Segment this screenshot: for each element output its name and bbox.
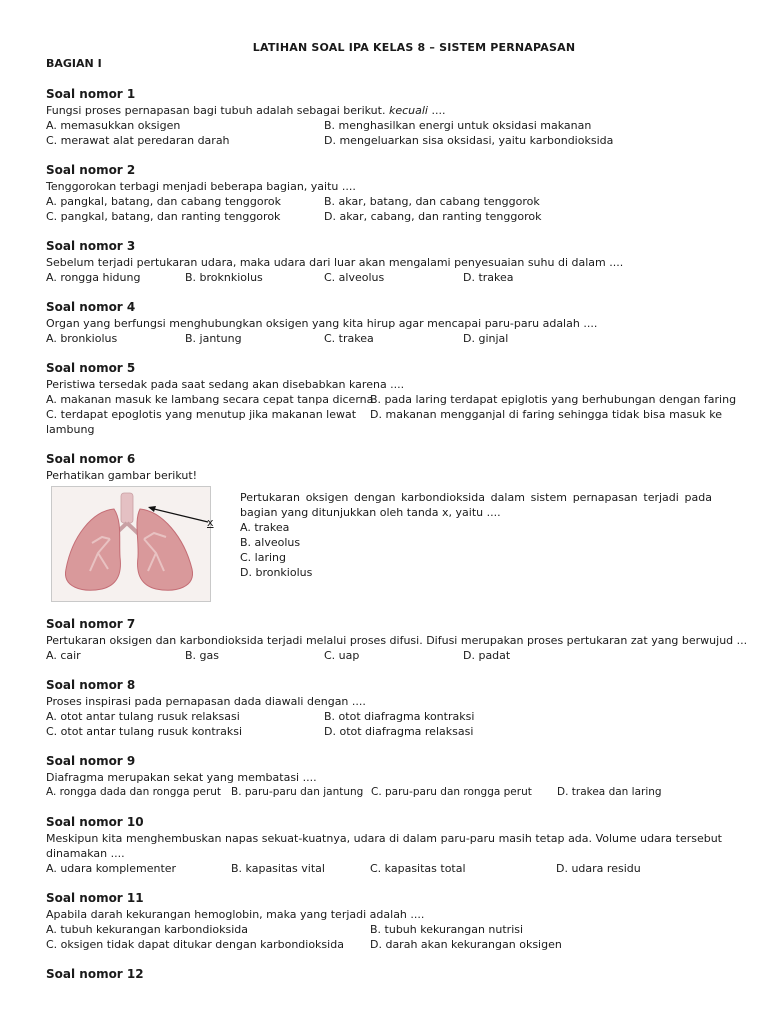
question-7-heading: Soal nomor 7: [46, 617, 136, 631]
option-d[interactable]: D. padat: [463, 649, 511, 662]
question-6: [46, 452, 722, 604]
option-d[interactable]: D. darah akan kekurangan oksigen: [370, 938, 562, 951]
option-b[interactable]: B. paru-paru dan jantung: [231, 786, 364, 798]
question-11-options-row-1: [46, 922, 722, 937]
option-a[interactable]: A. tubuh kekurangan karbondioksida: [46, 923, 248, 936]
option-b[interactable]: B. otot diafragma kontraksi: [324, 710, 475, 723]
question-9: [46, 754, 722, 800]
question-7: [46, 617, 748, 663]
option-b[interactable]: B. jantung: [185, 332, 242, 345]
option-d[interactable]: D. ginjal: [463, 332, 509, 345]
option-c[interactable]: C. otot antar tulang rusuk kontraksi: [46, 725, 243, 738]
option-c[interactable]: C. pangkal, batang, dan ranting tenggorok: [46, 210, 281, 223]
option-a[interactable]: A. udara komplementer: [46, 862, 177, 875]
question-1-options-row-2: [46, 133, 722, 148]
question-2-options-row-1: [46, 194, 722, 209]
question-6-question-text: Pertukaran oksigen dengan karbondioksida dalam sistem pernapasan terjadi pada bagian yang ditunjukkan oleh tanda x, yaitu ....: [240, 491, 712, 519]
option-b[interactable]: B. broknkiolus: [185, 271, 263, 284]
option-c[interactable]: C. terdapat epoglotis yang menutup jika makanan lewat: [46, 408, 357, 421]
question-4: [46, 300, 722, 346]
question-3-text: Sebelum terjadi pertukaran udara, maka udara dari luar akan mengalami penyesuaian suhu di dalam ....: [46, 256, 624, 269]
question-1-except: kecuali: [388, 104, 428, 117]
option-c[interactable]: C. uap: [324, 649, 360, 662]
option-a[interactable]: A. cair: [46, 649, 81, 662]
option-d[interactable]: D. otot diafragma relaksasi: [324, 725, 474, 738]
worksheet-title: LATIHAN SOAL IPA KELAS 8 – SISTEM PERNAPASAN: [252, 41, 576, 54]
option-d[interactable]: D. udara residu: [556, 862, 641, 875]
question-10-options: [46, 861, 722, 876]
option-a[interactable]: A. trakea: [240, 521, 290, 534]
option-d-continued: lambung: [46, 423, 95, 436]
question-11-heading: Soal nomor 11: [46, 891, 144, 905]
question-1-text: Fungsi proses pernapasan bagi tubuh adalah sebagai berikut. kecuali ....: [46, 104, 446, 117]
question-2-options-row-2: [46, 209, 722, 224]
question-11: [46, 891, 722, 952]
option-a[interactable]: A. makanan masuk ke lambang secara cepat tanpa dicerna: [46, 393, 374, 406]
trachea-shape: [121, 493, 133, 523]
question-5-heading: Soal nomor 5: [46, 361, 136, 375]
option-b[interactable]: B. gas: [185, 649, 219, 662]
question-5-options-row-2: [46, 407, 722, 422]
question-9-options: [46, 785, 722, 800]
question-11-text: Apabila darah kekurangan hemoglobin, maka yang terjadi adalah ....: [46, 908, 425, 921]
option-c[interactable]: C. laring: [240, 551, 287, 564]
question-10: [46, 815, 722, 876]
question-3-options: [46, 270, 722, 285]
option-d[interactable]: D. makanan mengganjal di faring sehingga tidak bisa masuk ke: [370, 408, 722, 421]
option-a[interactable]: A. rongga dada dan rongga perut: [46, 786, 222, 798]
option-c[interactable]: C. trakea: [324, 332, 374, 345]
question-6-heading: Soal nomor 6: [46, 452, 136, 466]
question-6-figure-block: [46, 486, 722, 604]
option-a[interactable]: A. pangkal, batang, dan cabang tenggorok: [46, 195, 281, 208]
option-c[interactable]: C. alveolus: [324, 271, 385, 284]
question-11-options-row-2: [46, 937, 722, 952]
question-4-text: Organ yang berfungsi menghubungkan oksigen yang kita hirup agar mencapai paru-paru adalah ....: [46, 317, 598, 330]
worksheet-page: [46, 40, 748, 998]
question-12-heading: Soal nomor 12: [46, 967, 144, 981]
option-d[interactable]: D. mengeluarkan sisa oksidasi, yaitu karbondioksida: [324, 134, 614, 147]
question-8-heading: Soal nomor 8: [46, 678, 136, 692]
question-6-prompt: [240, 490, 712, 580]
question-5-text: Peristiwa tersedak pada saat sedang akan disebabkan karena ....: [46, 378, 405, 391]
option-a[interactable]: A. rongga hidung: [46, 271, 141, 284]
question-4-heading: Soal nomor 4: [46, 300, 136, 314]
option-b[interactable]: B. alveolus: [240, 536, 301, 549]
question-1-options-row-1: [46, 118, 722, 133]
question-8-options-row-2: [46, 724, 722, 739]
x-marker-label: x: [207, 516, 214, 529]
question-5: [46, 361, 737, 437]
option-c[interactable]: C. oksigen tidak dapat ditukar dengan karbondioksida: [46, 938, 344, 951]
question-8-text: Proses inspirasi pada pernapasan dada diawali dengan ....: [46, 695, 366, 708]
question-3-heading: Soal nomor 3: [46, 239, 136, 253]
option-b[interactable]: B. tubuh kekurangan nutrisi: [370, 923, 524, 936]
question-1-heading: Soal nomor 1: [46, 87, 136, 101]
option-a[interactable]: A. otot antar tulang rusuk relaksasi: [46, 710, 240, 723]
option-a[interactable]: A. bronkiolus: [46, 332, 118, 345]
question-12: [46, 967, 722, 983]
lungs-diagram-image: [51, 486, 211, 602]
option-b[interactable]: B. kapasitas vital: [231, 862, 325, 875]
option-b[interactable]: B. pada laring terdapat epiglotis yang berhubungan dengan faring: [370, 393, 737, 406]
option-d[interactable]: D. trakea dan laring: [557, 786, 662, 798]
question-10-heading: Soal nomor 10: [46, 815, 144, 829]
question-7-options: [46, 648, 722, 663]
question-5-options-row-1: [46, 392, 737, 407]
question-8: [46, 678, 722, 739]
question-4-options: [46, 331, 722, 346]
option-b[interactable]: B. akar, batang, dan cabang tenggorok: [324, 195, 540, 208]
option-d[interactable]: D. akar, cabang, dan ranting tenggorok: [324, 210, 542, 223]
question-2: [46, 163, 722, 224]
option-d[interactable]: D. bronkiolus: [240, 566, 313, 579]
question-1: [46, 87, 722, 148]
question-10-text: Meskipun kita menghembuskan napas sekuat-kuatnya, udara di dalam paru-paru masih tetap ada. Volume udara tersebut dinamakan ....: [46, 832, 722, 860]
question-8-options-row-1: [46, 709, 722, 724]
option-d[interactable]: D. trakea: [463, 271, 514, 284]
question-9-heading: Soal nomor 9: [46, 754, 136, 768]
option-b[interactable]: B. menghasilkan energi untuk oksidasi makanan: [324, 119, 592, 132]
option-c[interactable]: C. paru-paru dan rongga perut: [371, 786, 532, 798]
option-c[interactable]: C. kapasitas total: [370, 862, 466, 875]
question-2-text: Tenggorokan terbagi menjadi beberapa bagian, yaitu ....: [46, 180, 356, 193]
question-2-heading: Soal nomor 2: [46, 163, 136, 177]
option-c[interactable]: C. merawat alat peredaran darah: [46, 134, 230, 147]
section-heading: BAGIAN I: [46, 57, 102, 70]
question-9-text: Diafragma merupakan sekat yang membatasi ....: [46, 771, 317, 784]
question-7-text: Pertukaran oksigen dan karbondioksida terjadi melalui proses difusi. Difusi merupakan proses pertukaran zat yang berwujud ...: [46, 634, 748, 647]
question-6-options: [240, 520, 712, 580]
option-a[interactable]: A. memasukkan oksigen: [46, 119, 181, 132]
question-6-text: Perhatikan gambar berikut!: [46, 469, 198, 482]
question-3: [46, 239, 722, 285]
